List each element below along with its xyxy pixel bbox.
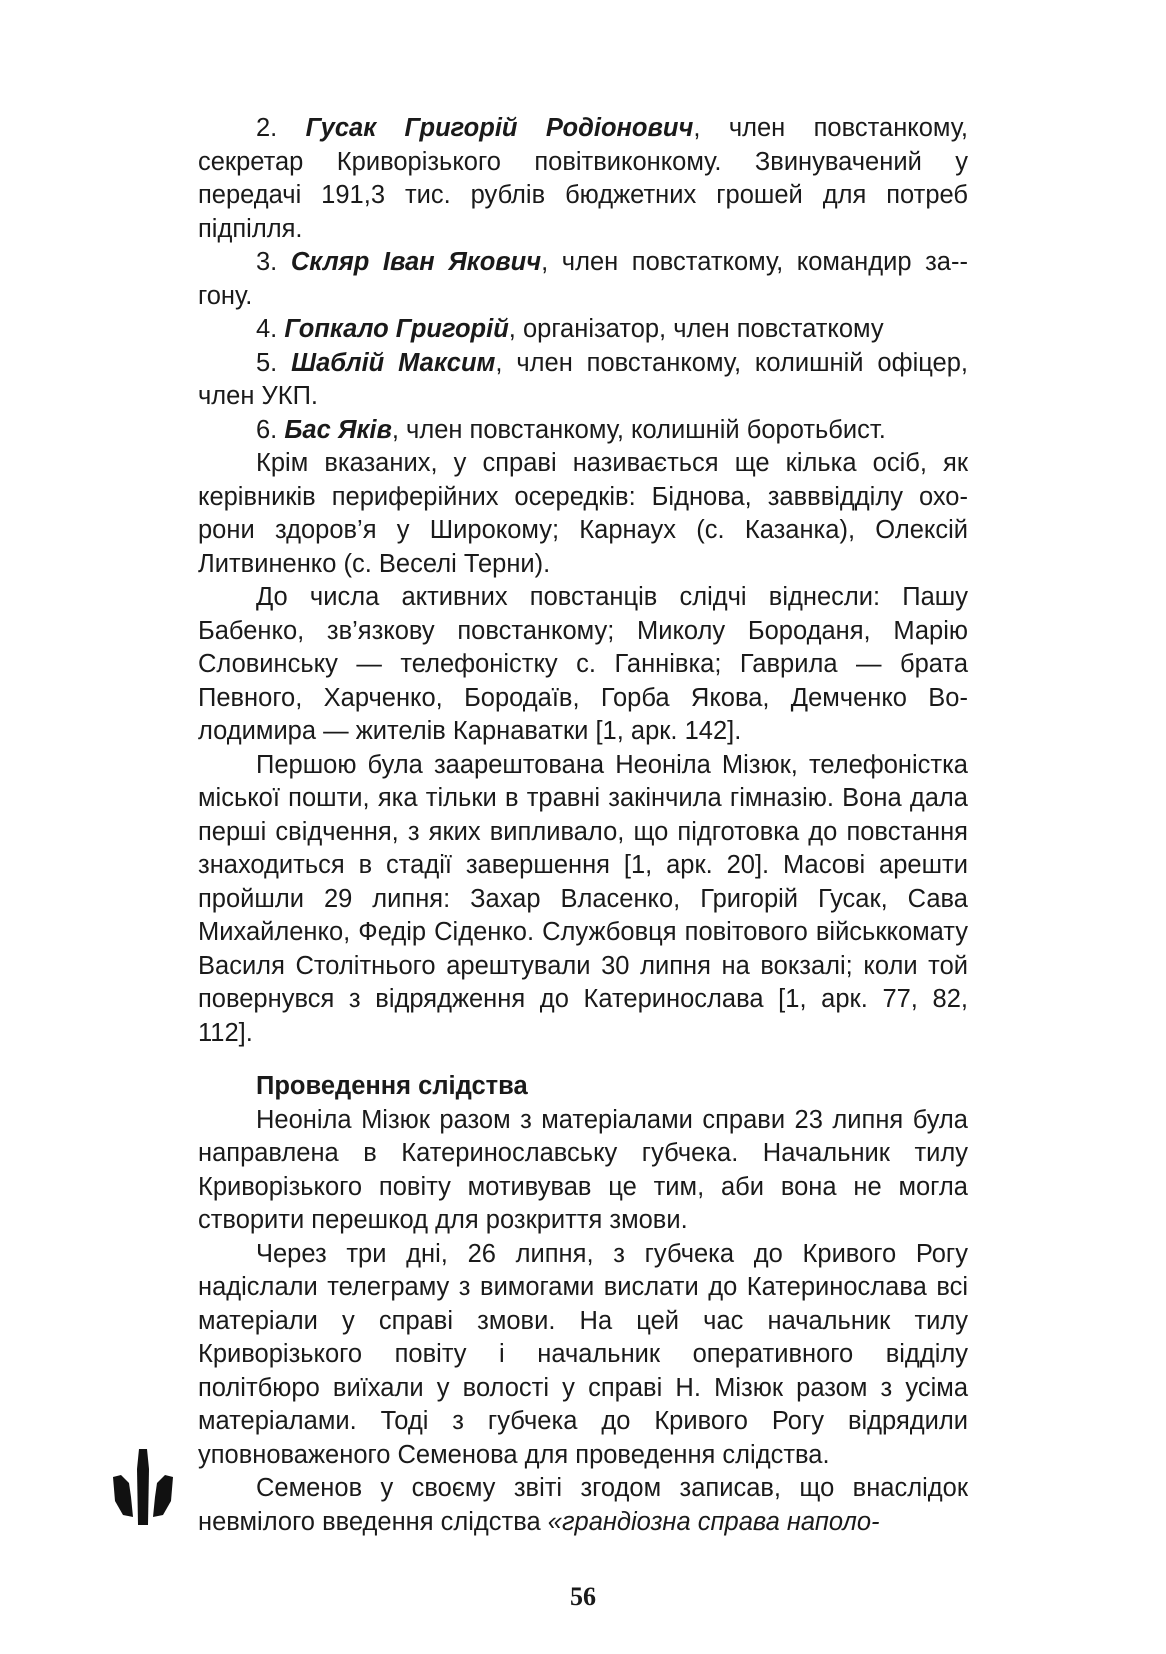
paragraph: Неоніла Мізюк разом з матеріалами справи 23 липня була направлена в Катеринославську губчека. Начальник тилу Криворізького повіту мотивував це тим, аби вона не могла створити перешкод для розкриття змови. (198, 1105, 968, 1234)
body-text (198, 112, 968, 1539)
publisher-logo-icon (113, 1449, 173, 1525)
list-item: 2. Гусак Григорій Родіонович, член повстанкому, секретар Криворізького повітвиконкому. Звинувачений у передачі 191,3 тис. рублів бюджетних грошей для потреб підпілля. (198, 114, 969, 243)
paragraph: Першою була заарештована Неоніла Мізюк, телефоністка міської пошти, яка тільки в травні закінчила гімназію. Вона дала перші свідчення, з яких випливало, що підготовка до повстання знаходиться в стадії завершення [1, арк. 20]. Масові арешти пройшли 29 липня: Захар Власенко, Григорій Гусак, Сава Михайленко, Федір Сіденко. Службовця повітового військкомату Василя Столітнього арештували 30 липня на вокзалі; коли той повернувся з відрядження до Катеринослава [1, арк. 77, 82, 112]. (198, 750, 968, 1047)
paragraph: Семенов у своєму звіті згодом записав, що внаслідок невмілого введення слідства «грандіозна справа наполо- (198, 1474, 968, 1536)
list-item: 6. Бас Яків, член повстанкому, колишній боротьбист. (256, 415, 886, 444)
list-item: 3. Скляр Іван Якович, член повстаткому, командир за-гону. (198, 248, 968, 310)
person-name: Гопкало Григорій (284, 315, 509, 343)
paragraph: Через три дні, 26 липня, з губчека до Кривого Рогу надіслали телеграму з вимогами вислати до Катеринослава всі матеріали у справі змови. На цей час начальник тилу Криворізького повіту і начальник оперативного відділу політбюро виїхали у волості у справі Н. Мізюк разом з усіма матеріалами. Тоді з губчека до Кривого Рогу відрядили уповноваженого Семенова для проведення слідства. (198, 1239, 968, 1469)
list-item: 5. Шаблій Максим, член повстанкому, колишній офіцер, член УКП. (198, 348, 969, 410)
quote-text: «грандіозна справа наполо- (547, 1507, 880, 1536)
section-heading: Проведення слідства (256, 1072, 528, 1100)
paragraph: До числа активних повстанців слідчі віднесли: Пашу Бабенко, зв’язкову повстанкому; Миколу Бороданя, Марію Словинську — телефоністку с. Ганнівка; Гаврила — брата Певного, Харченко, Бородаїв, Горба Якова, Демченко Володимира — жителів Карнаватки [1, арк. 142]. (198, 583, 968, 745)
person-name: Гусак Григорій Родіонович (305, 114, 694, 142)
person-name: Шаблій Максим (291, 348, 496, 377)
list-item: 4. Гопкало Григорій, організатор, член повстаткому (256, 315, 884, 343)
person-name: Скляр Іван Якович (290, 248, 542, 276)
person-name: Бас Яків (284, 415, 392, 444)
paragraph: Крім вказаних, у справі називається ще кілька осіб, як керівників периферійних осередків: Біднова, завввідділу охорони здоров’я у Широкому; Карнаух (с. Казанка), Олексій Литвиненко (с. Веселі Терни). (198, 449, 968, 578)
page-number: 56 (570, 1582, 596, 1611)
